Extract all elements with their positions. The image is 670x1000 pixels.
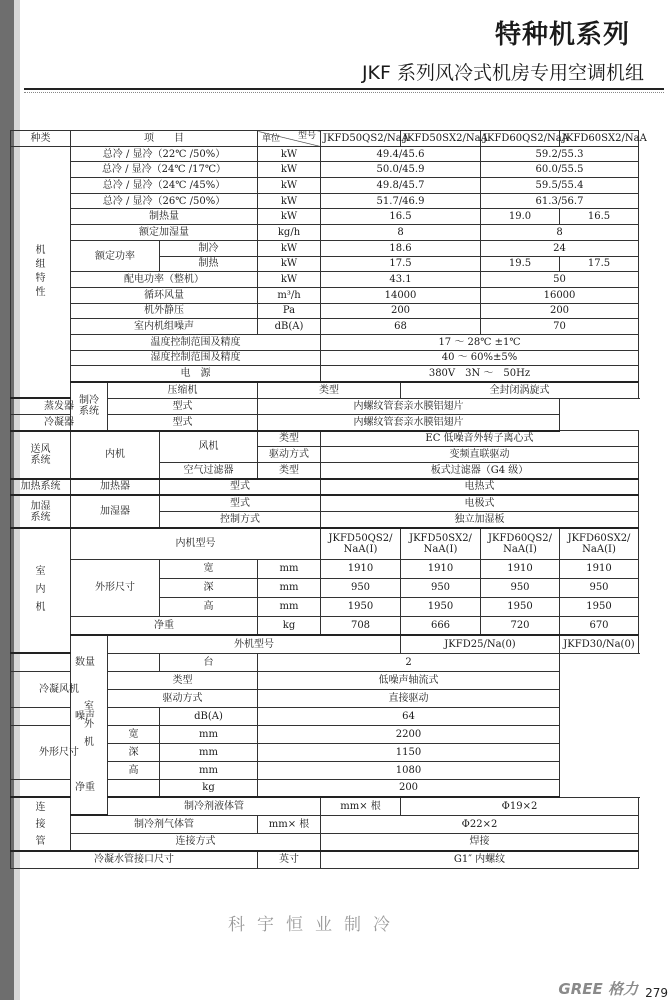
- outdoor-quantity-label: 数量: [11, 653, 160, 671]
- indoor-model-3: JKFD60QS2/ NaA(I): [481, 528, 560, 560]
- indoor-height-label: 高: [160, 597, 258, 616]
- heater-label: 加热器: [71, 479, 160, 496]
- outdoor-noise-value: 64: [258, 707, 560, 725]
- outdoor-width-unit: mm: [160, 725, 258, 743]
- header-model-1: JKFD50QS2/NaA: [321, 131, 401, 147]
- airflow-value: 14000: [321, 287, 481, 303]
- rated-humidification-label: 额定加湿量: [71, 225, 258, 241]
- table-row: [11, 851, 639, 868]
- drain-connection-value: G1″ 内螺纹: [321, 851, 639, 868]
- rated-humidification-unit: kg/h: [258, 225, 321, 241]
- outdoor-weight-value: 200: [258, 779, 560, 797]
- indoor-depth-value: 950: [401, 578, 481, 597]
- category-refrigeration: 制冷系统: [71, 382, 108, 431]
- air-filter-type-value: 板式过滤器（G4 级）: [321, 462, 639, 478]
- indoor-height-value: 1950: [481, 597, 560, 616]
- header-model-2: JKFD50SX2/NaA: [401, 131, 481, 147]
- condenser-label: 冷凝器: [11, 414, 108, 430]
- category-unit-characteristics: 机组特性: [11, 146, 71, 398]
- humidifier-type-label: 型式: [160, 495, 321, 511]
- drain-connection-unit: 英寸: [258, 851, 321, 868]
- temperature-control-label: 温度控制范围及精度: [71, 334, 321, 350]
- indoor-width-value: 1910: [481, 559, 560, 578]
- condenser-fan-type-label: 类型: [108, 671, 258, 689]
- fan-type-label: 类型: [258, 431, 321, 447]
- table-row: [11, 616, 639, 635]
- fan-drive-label: 驱动方式: [258, 447, 321, 463]
- power-supply-value: 380V 3N ～ 50Hz: [321, 366, 639, 382]
- indoor-width-value: 1910: [560, 559, 639, 578]
- cooling-capacity-unit: kW: [258, 146, 321, 162]
- indoor-depth-label: 深: [160, 578, 258, 597]
- gas-pipe-label: 制冷剂气体管: [71, 815, 258, 833]
- rated-power-heating-value: 17.5: [321, 256, 481, 272]
- indoor-width-value: 1910: [401, 559, 481, 578]
- heating-capacity-unit: kW: [258, 209, 321, 225]
- rated-power-cooling-label: 制冷: [160, 240, 258, 256]
- header-unit-model: [258, 131, 321, 147]
- rated-power-heating-value: 17.5: [560, 256, 639, 272]
- header-model-3: JKFD60QS2/NaA: [481, 131, 560, 147]
- table-row: [11, 193, 639, 209]
- table-row: [11, 495, 639, 511]
- indoor-model-label: 内机型号: [71, 528, 321, 560]
- compressor-label: 压缩机: [108, 382, 258, 398]
- table-row: [11, 833, 639, 851]
- outdoor-quantity-value: 2: [258, 653, 560, 671]
- table-row: [11, 414, 639, 430]
- table-row: [11, 178, 639, 194]
- indoor-height-value: 1950: [401, 597, 481, 616]
- outdoor-height-value: 1080: [258, 761, 560, 779]
- heating-capacity-value: 16.5: [560, 209, 639, 225]
- outdoor-width-value: 2200: [258, 725, 560, 743]
- indoor-depth-unit: mm: [258, 578, 321, 597]
- table-row: [11, 225, 639, 241]
- table-row: [11, 366, 639, 382]
- heater-type-value: 电热式: [321, 479, 639, 496]
- heating-capacity-label: 制热量: [71, 209, 258, 225]
- indoor-depth-value: 950: [481, 578, 560, 597]
- page-title: 特种机系列: [494, 20, 630, 50]
- indoor-weight-unit: kg: [258, 616, 321, 635]
- airflow-unit: m³/h: [258, 287, 321, 303]
- cooling-capacity-value: 60.0/55.5: [481, 162, 639, 178]
- indoor-noise-unit: dB(A): [258, 319, 321, 335]
- heating-capacity-value: 16.5: [321, 209, 481, 225]
- outdoor-model-b: JKFD30/Na(0): [560, 635, 639, 653]
- distribution-power-value: 43.1: [321, 272, 481, 288]
- external-static-pressure-value: 200: [321, 303, 481, 319]
- heating-capacity-value: 19.0: [481, 209, 560, 225]
- liquid-pipe-label: 制冷剂液体管: [108, 797, 321, 815]
- indoor-weight-value: 666: [401, 616, 481, 635]
- indoor-model-4: JKFD60SX2/ NaA(I): [560, 528, 639, 560]
- outdoor-noise-unit: dB(A): [160, 707, 258, 725]
- humidity-control-value: 40 ～ 60%±5%: [321, 350, 639, 366]
- cooling-capacity-value: 49.8/45.7: [321, 178, 481, 194]
- table-row: [11, 635, 639, 653]
- drain-connection-label: 冷凝水管接口尺寸: [11, 851, 258, 868]
- table-row: [11, 209, 639, 225]
- humidifier-label: 加湿器: [71, 495, 160, 527]
- page-subtitle: JKF 系列风冷式机房专用空调机组: [361, 62, 644, 84]
- fan-type-value: EC 低噪音外转子离心式: [321, 431, 639, 447]
- indoor-height-value: 1950: [560, 597, 639, 616]
- table-row: [11, 334, 639, 350]
- indoor-width-label: 宽: [160, 559, 258, 578]
- category-outdoor-unit: 室外机: [71, 635, 108, 815]
- table-row: [11, 707, 639, 725]
- distribution-power-label: 配电功率（整机）: [71, 272, 258, 288]
- humidifier-control-value: 独立加湿板: [321, 512, 639, 528]
- header-item: 项 目: [71, 131, 258, 147]
- compressor-type-label: 类型: [258, 382, 401, 398]
- table-row: [11, 431, 639, 447]
- indoor-weight-label: 净重: [71, 616, 258, 635]
- cooling-capacity-unit: kW: [258, 178, 321, 194]
- table-row: [11, 303, 639, 319]
- rated-power-unit: kW: [258, 256, 321, 272]
- table-row: [11, 287, 639, 303]
- condenser-fan-label: 冷凝风机: [11, 671, 108, 707]
- rated-power-cooling-value: 24: [481, 240, 639, 256]
- indoor-model-2: JKFD50SX2/ NaA(I): [401, 528, 481, 560]
- indoor-depth-value: 950: [560, 578, 639, 597]
- outdoor-weight-label: 净重: [11, 779, 160, 797]
- outdoor-model-label: 外机型号: [108, 635, 401, 653]
- liquid-pipe-unit: mm× 根: [321, 797, 401, 815]
- air-filter-label: 空气过滤器: [160, 462, 258, 478]
- indoor-width-value: 1910: [321, 559, 401, 578]
- cooling-capacity-value: 51.7/46.9: [321, 193, 481, 209]
- spec-table: [10, 130, 647, 869]
- cooling-capacity-value: 59.5/55.4: [481, 178, 639, 194]
- gas-pipe-value: Φ22×2: [321, 815, 639, 833]
- airflow-value: 16000: [481, 287, 639, 303]
- power-supply-label: 电 源: [71, 366, 321, 382]
- evaporator-type-value: 内螺纹管套亲水膜铝翅片: [258, 398, 560, 414]
- table-row: [11, 653, 639, 671]
- cooling-capacity-value: 59.2/55.3: [481, 146, 639, 162]
- outdoor-depth-label: 深: [108, 743, 160, 761]
- table-row: [11, 528, 639, 560]
- condenser-fan-drive-label: 驱动方式: [108, 689, 258, 707]
- header-rule: [24, 88, 664, 90]
- outdoor-dimensions-label: 外形尺寸: [11, 725, 108, 779]
- external-static-pressure-unit: Pa: [258, 303, 321, 319]
- indoor-noise-label: 室内机组噪声: [71, 319, 258, 335]
- rated-humidification-value: 8: [481, 225, 639, 241]
- table-row: [11, 350, 639, 366]
- outdoor-width-label: 宽: [108, 725, 160, 743]
- table-row: [11, 162, 639, 178]
- rated-power-heating-value: 19.5: [481, 256, 560, 272]
- indoor-unit-label: 内机: [71, 431, 160, 479]
- table-row: [11, 272, 639, 288]
- condenser-type-value: 内螺纹管套亲水膜铝翅片: [258, 414, 560, 430]
- outdoor-noise-label: 噪声: [11, 707, 160, 725]
- outdoor-weight-unit: kg: [160, 779, 258, 797]
- airflow-label: 循环风量: [71, 287, 258, 303]
- table-row: [11, 559, 639, 578]
- air-filter-type-label: 类型: [258, 462, 321, 478]
- indoor-height-value: 1950: [321, 597, 401, 616]
- fan-drive-value: 变频直联驱动: [321, 447, 639, 463]
- category-humidification: 加湿系统: [11, 495, 71, 527]
- compressor-type-value: 全封闭涡旋式: [401, 382, 639, 398]
- heater-type-label: 型式: [160, 479, 321, 496]
- fan-label: 风机: [160, 431, 258, 463]
- rated-power-heating-label: 制热: [160, 256, 258, 272]
- header-category: 种类: [11, 131, 71, 147]
- distribution-power-unit: kW: [258, 272, 321, 288]
- indoor-weight-value: 670: [560, 616, 639, 635]
- table-row: [11, 479, 639, 496]
- temperature-control-value: 17 ～ 28℃ ±1℃: [321, 334, 639, 350]
- rated-power-unit: kW: [258, 240, 321, 256]
- evaporator-label: 蒸发器: [11, 398, 108, 414]
- outdoor-depth-value: 1150: [258, 743, 560, 761]
- cooling-capacity-value: 49.4/45.6: [321, 146, 481, 162]
- outdoor-quantity-unit: 台: [160, 653, 258, 671]
- category-piping: 连接管: [11, 797, 71, 851]
- brand-logo: GREE 格力: [558, 980, 638, 998]
- indoor-dimensions-label: 外形尺寸: [71, 559, 160, 616]
- table-row: [11, 382, 639, 398]
- outdoor-model-a: JKFD25/Na(0): [401, 635, 560, 653]
- watermark: 科宇恒业制冷: [228, 915, 402, 935]
- humidifier-control-label: 控制方式: [160, 512, 321, 528]
- category-air-supply: 送风系统: [11, 431, 71, 479]
- indoor-width-unit: mm: [258, 559, 321, 578]
- indoor-depth-value: 950: [321, 578, 401, 597]
- table-row: [11, 779, 639, 797]
- evaporator-type-label: 型式: [108, 398, 258, 414]
- rated-humidification-value: 8: [321, 225, 481, 241]
- header-model: 型号: [297, 131, 316, 141]
- outdoor-depth-unit: mm: [160, 743, 258, 761]
- cooling-capacity-label: 总冷 / 显冷（24℃ /17℃）: [71, 162, 258, 178]
- indoor-noise-value: 70: [481, 319, 639, 335]
- table-row: [11, 671, 639, 689]
- table-row: [11, 725, 639, 743]
- connection-method-label: 连接方式: [71, 833, 321, 851]
- rated-power-label: 额定功率: [71, 240, 160, 271]
- cooling-capacity-value: 61.3/56.7: [481, 193, 639, 209]
- liquid-pipe-value: Φ19×2: [401, 797, 639, 815]
- humidity-control-label: 湿度控制范围及精度: [71, 350, 321, 366]
- outdoor-height-unit: mm: [160, 761, 258, 779]
- cooling-capacity-value: 50.0/45.9: [321, 162, 481, 178]
- cooling-capacity-label: 总冷 / 显冷（22℃ /50%）: [71, 146, 258, 162]
- gas-pipe-unit: mm× 根: [258, 815, 321, 833]
- indoor-height-unit: mm: [258, 597, 321, 616]
- indoor-model-1: JKFD50QS2/ NaA(I): [321, 528, 401, 560]
- external-static-pressure-value: 200: [481, 303, 639, 319]
- cooling-capacity-unit: kW: [258, 193, 321, 209]
- humidifier-type-value: 电极式: [321, 495, 639, 511]
- table-header-row: [11, 131, 639, 147]
- condenser-fan-drive-value: 直接驱动: [258, 689, 560, 707]
- condenser-type-label: 型式: [108, 414, 258, 430]
- external-static-pressure-label: 机外静压: [71, 303, 258, 319]
- header-dotted-rule: [24, 92, 664, 94]
- table-row: [11, 815, 639, 833]
- condenser-fan-type-value: 低噪声轴流式: [258, 671, 560, 689]
- distribution-power-value: 50: [481, 272, 639, 288]
- category-indoor-unit: 室内机: [11, 528, 71, 654]
- cooling-capacity-label: 总冷 / 显冷（24℃ /45%）: [71, 178, 258, 194]
- category-heating: 加热系统: [11, 479, 71, 496]
- indoor-weight-value: 720: [481, 616, 560, 635]
- header-unit: 单位: [262, 133, 281, 144]
- cooling-capacity-unit: kW: [258, 162, 321, 178]
- table-row: [11, 146, 639, 162]
- table-row: [11, 398, 639, 414]
- indoor-noise-value: 68: [321, 319, 481, 335]
- outdoor-height-label: 高: [108, 761, 160, 779]
- cooling-capacity-label: 总冷 / 显冷（26℃ /50%）: [71, 193, 258, 209]
- table-row: [11, 319, 639, 335]
- header-model-4: JKFD60SX2/NaA: [560, 131, 639, 147]
- table-row: [11, 240, 639, 256]
- page-number: 279: [645, 986, 668, 1000]
- rated-power-cooling-value: 18.6: [321, 240, 481, 256]
- connection-method-value: 焊接: [321, 833, 639, 851]
- indoor-weight-value: 708: [321, 616, 401, 635]
